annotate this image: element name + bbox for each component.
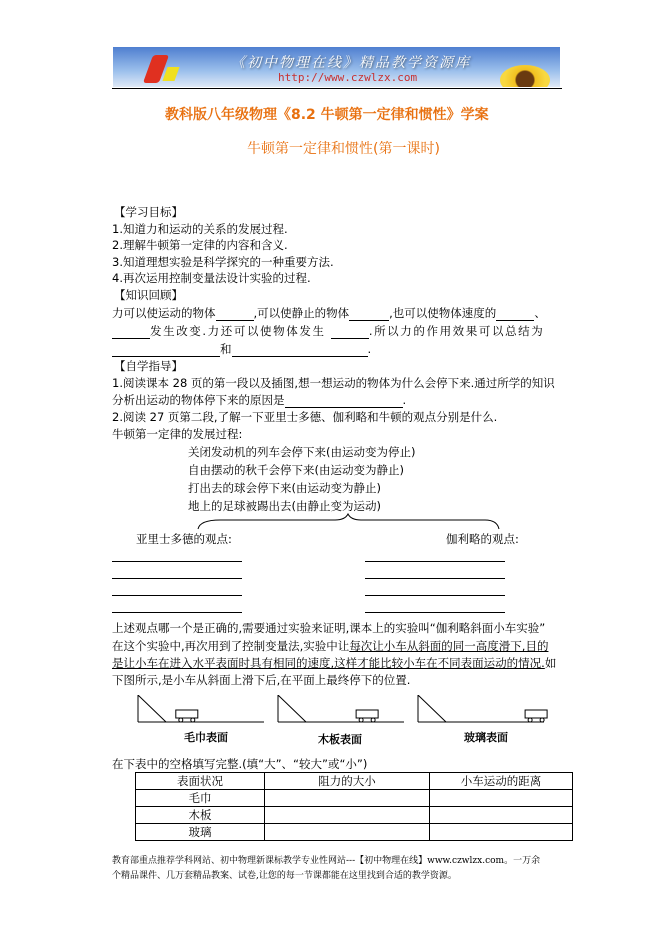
example-item: 打出去的球会停下来(由运动变为静止): [188, 481, 381, 495]
input-cell[interactable]: [430, 824, 573, 841]
galileo-label: 伽利略的观点:: [446, 532, 519, 546]
banner-title: 《初中物理在线》精品教学资源库: [231, 55, 471, 71]
cart-wheel: [191, 718, 195, 722]
header-rule: [112, 88, 562, 89]
cart-wheel: [528, 718, 532, 722]
answer-line[interactable]: [365, 578, 505, 579]
document-title: 教科版八年级物理《8.2 牛顿第一定律和惯性》学案: [165, 107, 489, 123]
incline-ramp: [138, 695, 264, 722]
example-item: 地上的足球被踢出去(由静止变为运动): [188, 499, 381, 513]
guide-q1-cont: 分析出运动的物体停下来的原因是 .: [112, 393, 407, 407]
experiment-line-1: 上述观点哪一个是正确的,需要通过实验来证明,课本上的实验叫“伽利略斜面小车实验”: [112, 621, 546, 635]
input-cell[interactable]: [430, 807, 573, 824]
table-caption: 在下表中的空格填写完整.(填“大”、“较大”或“小”): [112, 757, 368, 771]
review-line-1: 力可以使运动的物体 ,可以使静止的物体 ,也可以使物体速度的 、: [112, 306, 546, 320]
blank-field[interactable]: [331, 326, 369, 339]
sunflower-icon: [500, 65, 550, 87]
guide-heading: 【自学指导】: [114, 359, 183, 373]
table-header-row: [136, 773, 573, 790]
surface-cell: 木板: [136, 807, 265, 824]
example-item: 自由摆动的秋千会停下来(由运动变为静止): [188, 463, 404, 477]
incline-ramp: [278, 695, 404, 722]
input-cell[interactable]: [265, 824, 430, 841]
aristotle-label: 亚里士多德的观点:: [136, 532, 232, 546]
table-header: 小车运动的距离: [430, 773, 573, 790]
footer-line-2: 个精品课件、几万套精品教案、试卷,让您的每一节课都能在这里找到合适的教学资源。: [112, 871, 457, 881]
blank-field[interactable]: [216, 308, 254, 321]
document-subtitle: 牛顿第一定律和惯性(第一课时): [247, 141, 440, 157]
goal-item: 1.知道力和运动的关系的发展过程.: [112, 222, 288, 236]
goals-heading: 【学习目标】: [114, 205, 183, 219]
cart-icon: [176, 710, 198, 718]
table-row: [136, 790, 573, 807]
answer-line[interactable]: [112, 561, 242, 562]
answer-line[interactable]: [112, 578, 242, 579]
blank-field[interactable]: [112, 344, 220, 357]
answer-line[interactable]: [365, 612, 505, 613]
cart-wheel: [371, 718, 375, 722]
goal-item: 2.理解牛顿第一定律的内容和含义.: [112, 238, 288, 252]
cart-icon: [356, 710, 378, 718]
experiment-line-2: 在这个实验中,再次用到了控制变量法,实验中让每次让小车从斜面的同一高度滑下,目的: [112, 639, 549, 653]
cart-wheel: [359, 718, 363, 722]
blank-field[interactable]: [496, 308, 534, 321]
incline-diagrams: [130, 695, 570, 725]
input-cell[interactable]: [265, 807, 430, 824]
surface-cell: 玻璃: [136, 824, 265, 841]
answer-line[interactable]: [365, 561, 505, 562]
guide-q1: 1.阅读课本 28 页的第一段以及插图,想一想运动的物体为什么会停下来.通过所学的知识: [112, 376, 555, 390]
logo-accent-icon: [162, 67, 179, 81]
experiment-line-3: 是让小车在进入水平表面时具有相同的速度,这样才能比较小车在不同表面运动的情况.如: [112, 656, 557, 670]
surface-label: 玻璃表面: [464, 731, 508, 744]
cart-icon: [525, 710, 547, 718]
goal-item: 3.知道理想实验是科学探究的一种重要方法.: [112, 255, 334, 269]
blank-field[interactable]: [112, 326, 150, 339]
guide-q2: 2.阅读 27 页第二段,了解一下亚里士多德、伽利略和牛顿的观点分别是什么.: [112, 410, 498, 424]
process-label: 牛顿第一定律的发展过程:: [112, 427, 243, 441]
table-row: [136, 807, 573, 824]
answer-line[interactable]: [365, 595, 505, 596]
experiment-line-4: 下图所示,是小车从斜面上滑下后,在平面上最终停下的位置.: [112, 673, 411, 687]
example-item: 关闭发动机的列车会停下来(由运动变为停止): [188, 445, 416, 459]
review-heading: 【知识回顾】: [114, 288, 183, 302]
curly-brace: [195, 512, 505, 532]
blank-field[interactable]: [232, 344, 368, 357]
answer-line[interactable]: [112, 595, 242, 596]
review-line-3: 和 .: [112, 341, 371, 357]
blank-field[interactable]: [285, 395, 403, 408]
answer-line[interactable]: [112, 612, 242, 613]
input-cell[interactable]: [430, 790, 573, 807]
surface-label: 毛巾表面: [184, 731, 228, 744]
table-header: 表面状况: [136, 773, 265, 790]
footer-line-1: 教育部重点推荐学科网站、初中物理新课标教学专业性网站---【初中物理在线】www.czwlzx.com。一万余: [112, 856, 541, 866]
table-header: 阻力的大小: [265, 773, 430, 790]
table-row: [136, 824, 573, 841]
review-line-2: 发生改变.力还可以使物体发生 .所以力的作用效果可以总结为: [112, 323, 544, 339]
cart-wheel: [540, 718, 544, 722]
results-table: [135, 772, 573, 841]
blank-field[interactable]: [349, 308, 389, 321]
input-cell[interactable]: [265, 790, 430, 807]
surface-cell: 毛巾: [136, 790, 265, 807]
cart-wheel: [179, 718, 183, 722]
goal-item: 4.再次运用控制变量法设计实验的过程.: [112, 271, 311, 285]
surface-label: 木板表面: [318, 733, 362, 746]
header-banner: [113, 47, 560, 87]
banner-url: http://www.czwlzx.com: [278, 71, 418, 84]
